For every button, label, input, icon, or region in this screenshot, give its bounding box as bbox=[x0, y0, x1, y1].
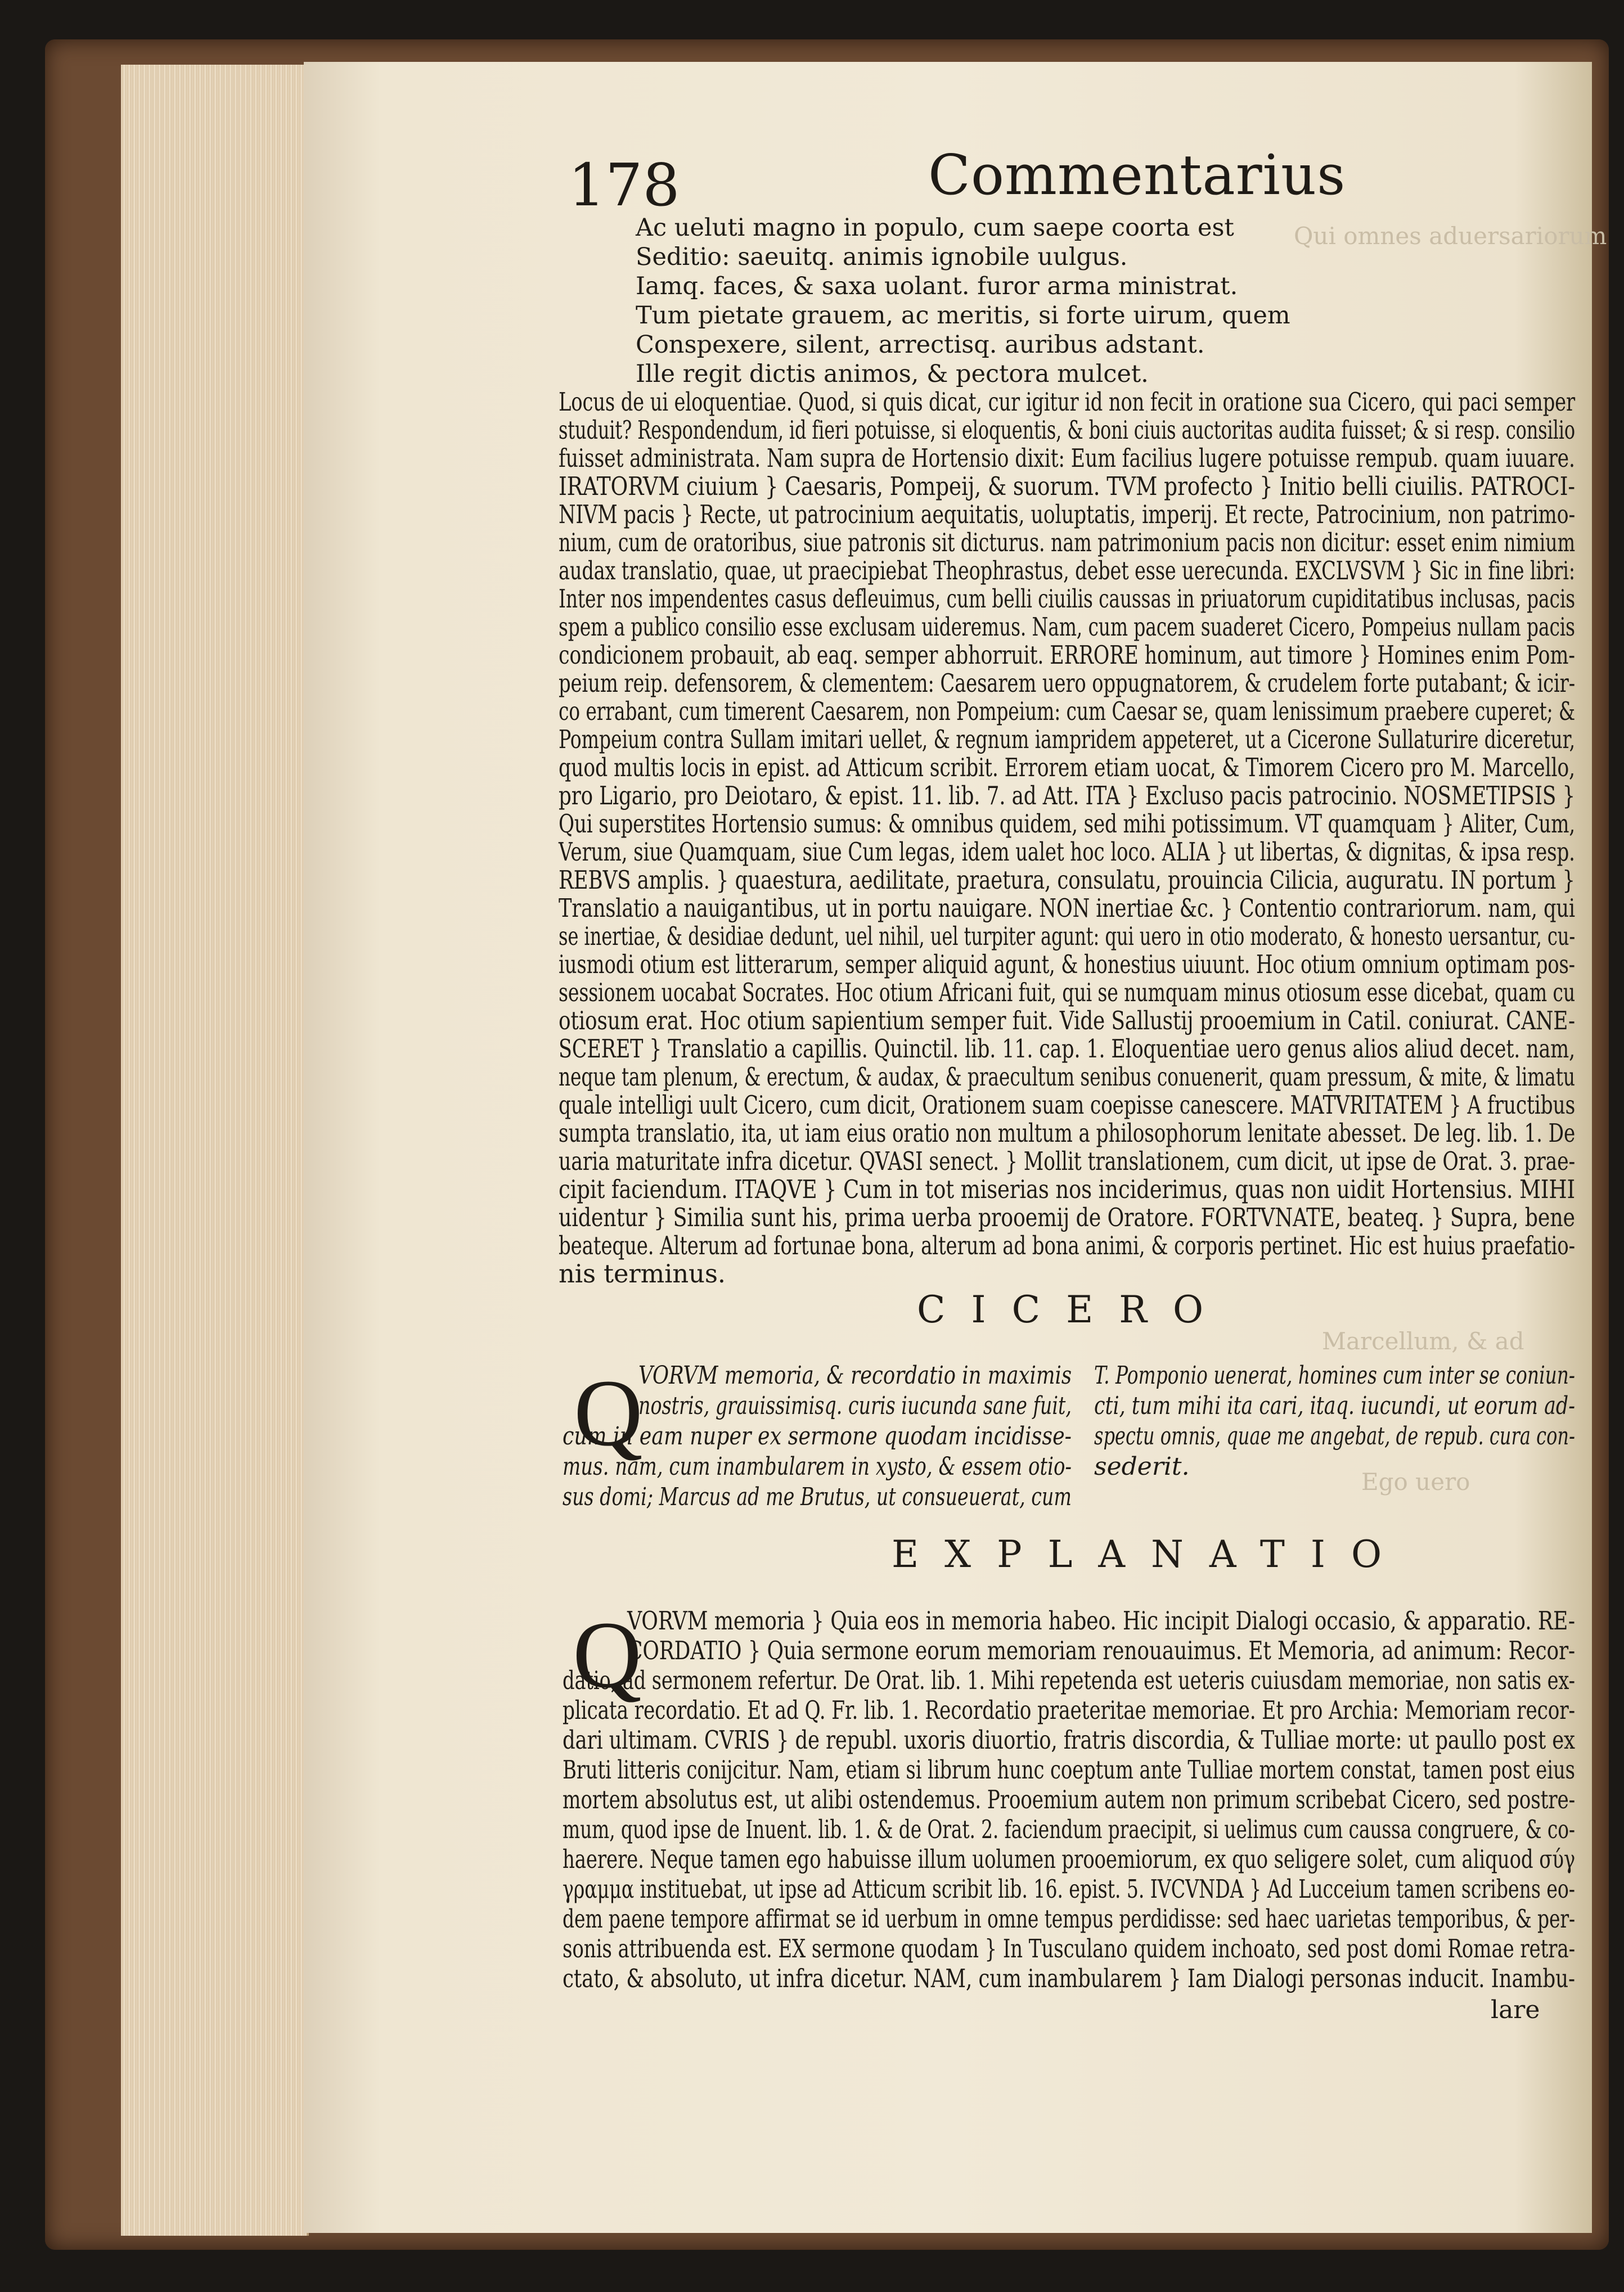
page-block-edge bbox=[121, 65, 309, 2236]
commentary-line: fuisset administrata. Nam supra de Hortensio dixit: Eum facilius lugere potuisse rempub. quam iuuare. bbox=[559, 443, 1575, 473]
explanatio-line: mum, quod ipse de Inuent. lib. 1. & de Orat. 2. faciendum praecipit, si uelimus cum caussa congruere, & co- bbox=[563, 1814, 1575, 1844]
commentary-line: audax translatio, quae, ut praecipiebat Theophrastus, debet esse uerecunda. EXCLVSVM } Sic in fine libri: bbox=[559, 556, 1576, 586]
explanatio-line: CORDATIO } Quia sermone eorum memoriam renouauimus. Et Memoria, ad animum: Recor- bbox=[627, 1636, 1575, 1665]
explanatio-line: mortem absolutus est, ut alibi ostendemus. Prooemium autem non primum scribebat Cicero, sed postre- bbox=[563, 1785, 1576, 1814]
commentary-line: Verum, siue Quamquam, siue Cum legas, idem ualet hoc loco. ALIA } ut libertas, & dignitas, & ipsa resp. bbox=[559, 837, 1575, 867]
verse-line: Tum pietate grauem, ac meritis, si forte uirum, quem bbox=[636, 301, 1290, 330]
explanatio-line: haerere. Neque tamen ego habuisse illum uolumen prooemiorum, ex quo seligere solet, cum aliquod σύγ bbox=[563, 1844, 1576, 1874]
commentary-line: quod multis locis in epist. ad Atticum scribit. Errorem etiam uocat, & Timorem Cicero pro M. Marcello, bbox=[559, 753, 1576, 782]
commentary-line: pro Ligario, pro Deiotaro, & epist. 11. lib. 7. ad Att. ITA } Excluso pacis patrocinio. NOSMETIPSIS } bbox=[559, 781, 1576, 810]
commentary-line: sumpta translatio, ita, ut iam eius oratio non multum a philosophorum lenitate abesset. De leg. lib. 1. De bbox=[559, 1118, 1576, 1148]
commentary-line: beateque. Alterum ad fortunae bona, alterum ad bona animi, & corporis pertinet. Hic est huius praefatio- bbox=[559, 1231, 1575, 1260]
commentary-line: nium, cum de oratoribus, siue patronis sit dicturus. nam patrimonium pacis non dicitur: esset enim nimium bbox=[559, 528, 1576, 557]
verse-line: Seditio: saeuitq. animis ignobile uulgus. bbox=[636, 243, 1128, 271]
commentary-line: Inter nos impendentes casus defleuimus, cum belli ciuilis caussas in priuatorum cupiditatibus inclusas, pacis bbox=[559, 584, 1575, 614]
commentary-line: NIVM pacis } Recte, ut patrocinium aequitatis, uoluptatis, imperij. Et recte, Patrocinium, non patrimo- bbox=[559, 499, 1576, 529]
verse-line: Ac ueluti magno in populo, cum saepe coorta est bbox=[636, 214, 1234, 242]
page-number: 178 bbox=[568, 151, 680, 219]
cicero-text-line: T. Pomponio uenerat, homines cum inter se coniun- bbox=[1094, 1361, 1576, 1390]
cicero-text-line: mus. nam, cum inambularem in xysto, & essem otio- bbox=[563, 1452, 1072, 1481]
commentary-line: uaria maturitate infra dicetur. QVASI senect. } Mollit translationem, cum dicit, ut ipse de Orat. 3. prae- bbox=[559, 1146, 1576, 1176]
commentary-line: Pompeium contra Sullam imitari uellet, & regnum iampridem appeteret, ut a Cicerone Sullaturire diceretur, bbox=[559, 724, 1576, 754]
commentary-line: iusmodi otium est litterarum, semper aliquid agunt, & honestius uiuunt. Hoc otium omnium optimam pos- bbox=[559, 949, 1575, 979]
commentary-line: studuit? Respondendum, id fieri potuisse, si eloquentis, & boni ciuis auctoritas audita fuisset; & si resp. consilio bbox=[559, 415, 1575, 445]
explanatio-line: VORVM memoria } Quia eos in memoria habeo. Hic incipit Dialogi occasio, & apparatio. RE- bbox=[627, 1606, 1575, 1636]
explanatio-line: dem paene tempore affirmat se id uerbum in omne tempus perdidisse: sed haec uarietas temporibus, & per- bbox=[563, 1904, 1575, 1934]
commentary-line: peium reip. defensorem, & clementem: Caesarem uero oppugnatorem, & crudelem forte putabant; & icir- bbox=[559, 668, 1576, 698]
verse-line: Ille regit dictis animos, & pectora mulcet. bbox=[636, 360, 1149, 388]
commentary-line: neque tam plenum, & erectum, & audax, & praecultum senibus conuenerit, quam pressum, & mite, & limatu bbox=[559, 1062, 1575, 1092]
section-heading-cicero: CICERO bbox=[917, 1288, 1230, 1331]
explanatio-line: datio, ad sermonem refertur. De Orat. lib. 1. Mihi repetenda est ueteris cuiusdam memoriae, non satis ex- bbox=[563, 1665, 1575, 1695]
cicero-text-line: spectu omnis, quae me angebat, de repub. cura con- bbox=[1094, 1422, 1575, 1451]
commentary-line: otiosum erat. Hoc otium sapientium semper fuit. Vide Sallustij prooemium in Catil. coniurat. CANE- bbox=[559, 1006, 1575, 1035]
explanatio-line: ctato, & absoluto, ut infra dicetur. NAM, cum inambularem } Iam Dialogi personas inducit. Inambu- bbox=[563, 1964, 1575, 1993]
commentary-line: REBVS amplis. } quaestura, aedilitate, praetura, consulatu, prouincia Cilicia, auguratu. IN portum } bbox=[559, 865, 1575, 895]
drop-capital: Q bbox=[574, 1360, 643, 1466]
show-through-text: Qui omnes aduersariorum bbox=[1294, 222, 1607, 250]
show-through-text: Ego uero bbox=[1361, 1468, 1470, 1496]
commentary-line: IRATORVM ciuium } Caesaris, Pompeij, & suorum. TVM profecto } Initio belli ciuilis. PATROCI- bbox=[559, 471, 1575, 501]
explanatio-line: plicata recordatio. Et ad Q. Fr. lib. 1. Recordatio praeteritae memoriae. Et pro Archia: Memoriam recor- bbox=[563, 1695, 1575, 1725]
commentary-line: Locus de ui eloquentiae. Quod, si quis dicat, cur igitur id non fecit in oratione sua Cicero, qui paci semper bbox=[559, 387, 1576, 417]
explanatio-line: Bruti litteris conijcitur. Nam, etiam si librum hunc coeptum ante Tulliae mortem constat, tamen post eius bbox=[563, 1755, 1575, 1785]
cicero-text-line: cti, tum mihi ita cari, itaq. iucundi, ut eorum ad- bbox=[1094, 1392, 1576, 1420]
catchword: lare bbox=[1491, 1996, 1540, 2024]
commentary-line: co errabant, cum timerent Caesarem, non Pompeium: cum Caesar se, quam lenissimum praebere cuperet; & bbox=[559, 696, 1576, 726]
cicero-text-line: sus domi; Marcus ad me Brutus, ut consueuerat, cum bbox=[563, 1483, 1072, 1511]
commentary-line: Translatio a nauigantibus, ut in portu nauigare. NON inertiae &c. } Contentio contrariorum. nam, qui bbox=[559, 893, 1575, 923]
explanatio-line: sonis attribuenda est. EX sermone quodam } In Tusculano quidem inchoato, sed post domi Romae retra- bbox=[563, 1934, 1575, 1964]
section-heading-explanatio: EXPLANATIO bbox=[892, 1533, 1408, 1576]
cicero-text-line: VORVM memoria, & recordatio in maximis bbox=[638, 1361, 1072, 1390]
running-title: Commentarius bbox=[928, 143, 1346, 208]
commentary-line: SCERET } Translatio a capillis. Quinctil. lib. 11. cap. 1. Eloquentiae uero genus alios aliud decet. nam, bbox=[559, 1034, 1576, 1064]
cicero-text-line: sederit. bbox=[1094, 1452, 1190, 1481]
commentary-line: se inertiae, & desidiae dedunt, uel nihil, uel turpiter agunt: qui uero in otio moderato, & honesto uersantur, cu- bbox=[559, 921, 1576, 951]
commentary-line: cipit faciendum. ITAQVE } Cum in tot miserias nos inciderimus, quas non uidit Hortensius. MIHI bbox=[559, 1174, 1575, 1204]
explanatio-line: dari ultimam. CVRIS } de republ. uxoris diuortio, fratris discordia, & Tulliae morte: ut paullo post ex bbox=[563, 1725, 1575, 1755]
cicero-text-line: cum in eam nuper ex sermone quodam incidisse- bbox=[563, 1422, 1072, 1451]
verse-line: Conspexere, silent, arrectisq. auribus adstant. bbox=[636, 331, 1205, 359]
commentary-line: quale intelligi uult Cicero, cum dicit, Orationem suam coepisse canescere. MATVRITATEM } A fructibus bbox=[559, 1090, 1576, 1120]
commentary-line: sessionem uocabat Socrates. Hoc otium Africani fuit, qui se numquam minus otiosum esse dicebat, quam cu bbox=[559, 978, 1576, 1007]
explanatio-line: γραμμα instituebat, ut ipse ad Atticum scribit lib. 16. epist. 5. IVCVNDA } Ad Lucceium tamen scribens eo- bbox=[563, 1874, 1575, 1904]
verse-line: Iamq. faces, & saxa uolant. furor arma ministrat. bbox=[636, 272, 1238, 300]
commentary-line: spem a publico consilio esse exclusam uideremus. Nam, cum pacem suaderet Cicero, Pompeius nullam pacis bbox=[559, 612, 1575, 642]
cicero-text-line: nostris, grauissimisq. curis iucunda sane fuit, bbox=[638, 1392, 1072, 1420]
drop-capital: Q bbox=[573, 1602, 642, 1708]
commentary-line: uidentur } Similia sunt his, prima uerba prooemij de Oratore. FORTVNATE, beateq. } Supra, bene bbox=[559, 1203, 1575, 1232]
show-through-text: Marcellum, & ad bbox=[1322, 1327, 1524, 1355]
commentary-line: Qui superstites Hortensio sumus: & omnibus quidem, sed mihi potissimum. VT quamquam } Aliter, Cum, bbox=[559, 809, 1576, 839]
commentary-line: condicionem probauit, ab eaq. semper abhorruit. ERRORE hominum, aut timore } Homines enim Pom- bbox=[559, 640, 1575, 670]
commentary-line: nis terminus. bbox=[559, 1259, 726, 1289]
